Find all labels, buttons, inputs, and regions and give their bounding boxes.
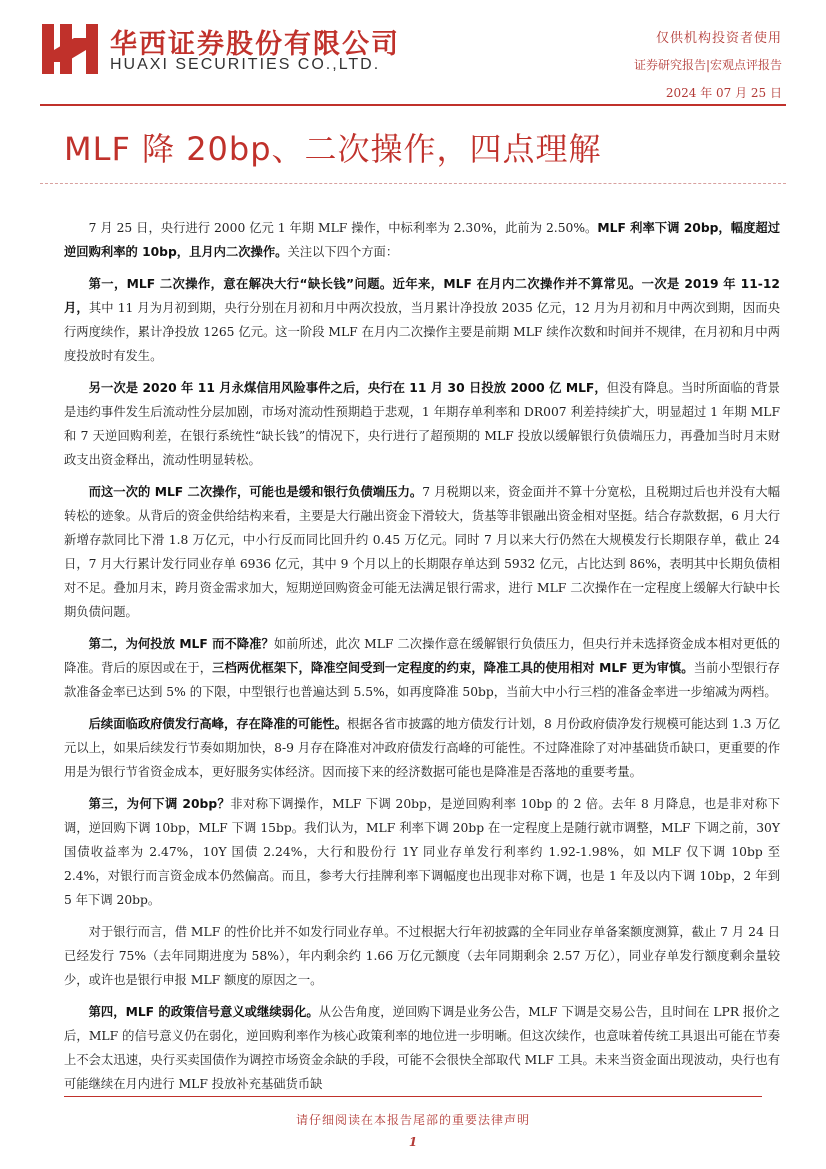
body-text: 但没有降息。当时所面临的背景是违约事件发生后流动性分层加剧，市场对流动性预期趋于悲观，1 年期存单利率和 DR007 利差持续扩大，明显超过 1 年期 MLF 和 7 天逆回购利差，在银行系统性“缺长钱”的情况下，央行进行了超预期的 MLF 投放以缓解银行负债端压力，再叠加当时月末财政支出资金释出，流动性明显转松。 [64, 381, 780, 467]
title-divider [40, 183, 786, 184]
body-paragraph [64, 272, 780, 368]
body-text: 7 月 25 日，央行进行 2000 亿元 1 年期 MLF 操作，中标利率为 2.30%，此前为 2.50%。 [88, 221, 598, 235]
body-text: 从公告角度，逆回购下调是业务公告，MLF 下调是交易公告，且时间在 LPR 报价之后，MLF 的信号意义仍在弱化，逆回购利率作为核心政策利率的地位进一步明晰。但这次续作，也意味着传统工具退出可能在节奏上不会太迅速，央行买卖国债作为调控市场资金余缺的手段，可能不会很快全部取代 MLF 工具。未来当资金面出现波动，央行也有可能继续在月内进行 MLF 投放补充基础货币缺 [64, 1005, 780, 1091]
emphasis-text: 第三，为何下调 20bp？ [88, 797, 231, 811]
body-text: 其中 11 月为月初到期，央行分别在月初和月中两次投放，当月累计净投放 2035 亿元，12 月为月初和月中两次到期，因而央行两度续作，累计净投放 1265 亿元。这一阶段 MLF 在月内二次操作主要是前期 MLF 续作次数和时间并不规律，在月初和月中两度投放时有发生。 [64, 301, 780, 363]
body-paragraph [64, 216, 780, 264]
report-type: 证券研究报告|宏观点评报告 [633, 58, 782, 72]
report-title: MLF 降 20bp、二次操作，四点理解 [64, 130, 602, 168]
body-text: 当前小型银行存款准备金率已达到 5% 的下限，中型银行也普遍达到 5.5%，如再度降准 50bp，当前大中小行三档的准备金率进一步缩减为两档。 [64, 661, 780, 699]
legal-disclaimer-note: 请仔细阅读在本报告尾部的重要法律声明 [295, 1113, 530, 1127]
company-name-en: HUAXI SECURITIES CO.,LTD. [110, 56, 381, 73]
emphasis-text: 第四，MLF 的政策信号意义或继续弱化。 [88, 1005, 319, 1019]
report-date: 2024 年 07 月 25 日 [665, 86, 782, 100]
body-text: 7 月税期以来，资金面并不算十分宽松，且税期过后也并没有大幅转松的迹象。从背后的资金供给结构来看，主要是大行融出资金下滑较大，货基等非银融出资金相对坚挺。结合存款数据，6 月大行新增存款同比下滑 1.8 万亿元，中小行反而同比回升约 0.45 万亿元。同时 7 月以来大行仍然在大规模发行长期限存单，截止 24 日，7 月大行累计发行同业存单 6936 亿元，其中 9 个月以上的长期限存单达到 5932 亿元，占比达到 86%，表明其中长期负债相对不足。叠加月末，跨月资金需求加大，短期逆回购资金可能无法满足银行需求，进行 MLF 二次操作在一定程度上缓解大行缺中长期负债问题。 [64, 485, 780, 619]
emphasis-text: 而这一次的 MLF 二次操作，可能也是缓和银行负债端压力。 [88, 485, 423, 499]
body-paragraph [64, 480, 780, 624]
emphasis-text: 三档两优框架下，降准空间受到一定程度的约束，降准工具的使用相对 MLF 更为审慎。 [212, 661, 694, 675]
body-paragraph [64, 920, 780, 992]
report-body [64, 216, 780, 1104]
header-divider [40, 104, 786, 106]
emphasis-text: MLF 利率下调 20bp，幅度超过逆回购利率的 10bp，且月内二次操作。 [64, 221, 780, 259]
body-text: 如前所述，此次 MLF 二次操作意在缓解银行负债压力，但央行并未选择资金成本相对更低的降准。背后的原因或在于， [64, 637, 780, 675]
body-text: 对于银行而言，借 MLF 的性价比并不如发行同业存单。不过根据大行年初披露的全年同业存单备案额度测算，截止 7 月 24 日已经发行 75%（去年同期进度为 58%），年内剩余约 1.66 万亿元额度（去年同期剩余 2.57 万亿），同业存单发行额度剩余量较少，或许也是银行申报 MLF 额度的原因之一。 [64, 925, 780, 987]
body-paragraph [64, 712, 780, 784]
audience-note: 仅供机构投资者使用 [655, 31, 782, 46]
huaxi-logo-icon [40, 20, 100, 78]
emphasis-text: 后续面临政府债发行高峰，存在降准的可能性。 [88, 717, 348, 731]
body-text: 关注以下四个方面： [287, 245, 399, 259]
body-text: 非对称下调操作，MLF 下调 20bp，是逆回购利率 10bp 的 2 倍。去年 8 月降息，也是非对称下调，逆回购下调 10bp，MLF 下调 15bp。我们认为，MLF 利率下调 20bp 在一定程度上是随行就市调整，MLF 下调之前，30Y 国债收益率为 2.47%，10Y 国债 2.24%，大行和股份行 1Y 同业存单发行利率约 1.92-1.98%，如 MLF 仅下调 10bp 至 2.4%，对银行而言资金成本仍然偏高。而且，参考大行挂牌利率下调幅度也出现非对称下调，也是 1 年及以内下调 10bp，2 年到 5 年下调 20bp。 [64, 797, 780, 907]
company-name-cn: 华西证券股份有限公司 [110, 29, 400, 60]
body-text: 根据各省市披露的地方债发行计划，8 月份政府债净发行规模可能达到 1.3 万亿元以上，如果后续发行节奏如期加快，8-9 月存在降准对冲政府债发行高峰的可能性。不过降准除了对冲基础货币缺口，更重要的作用是为银行节省资金成本，更好服务实体经济。因而接下来的经济数据可能也是降准是否落地的重要考量。 [64, 717, 780, 779]
footer-divider [64, 1096, 762, 1097]
body-paragraph [64, 376, 780, 472]
emphasis-text: 第一，MLF 二次操作，意在解决大行“缺长钱”问题。近年来，MLF 在月内二次操作并不算常见。一次是 2019 年 11-12 月， [64, 277, 780, 315]
body-paragraph [64, 792, 780, 912]
body-paragraph [64, 1000, 780, 1096]
emphasis-text: 另一次是 2020 年 11 月永煤信用风险事件之后，央行在 11 月 30 日投放 2000 亿 MLF， [88, 381, 607, 395]
body-paragraph [64, 632, 780, 704]
page-number: 1 [408, 1135, 418, 1149]
emphasis-text: 第二，为何投放 MLF 而不降准？ [88, 637, 274, 651]
